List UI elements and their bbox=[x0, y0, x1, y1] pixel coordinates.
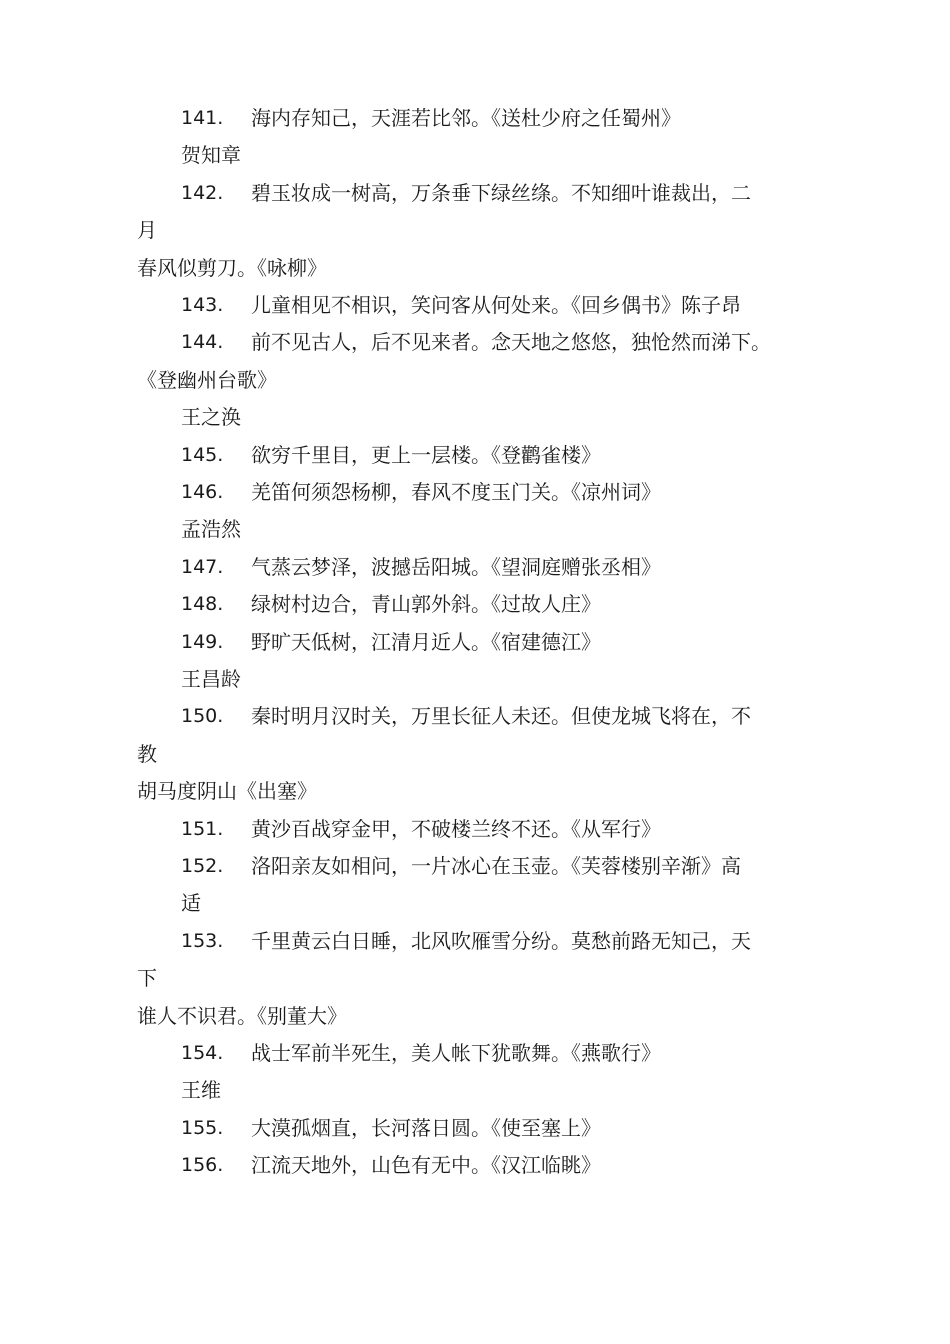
entry-text: 绿树村边合，青山郭外斜。《过故人庄》 bbox=[251, 592, 601, 617]
author-name: 适 bbox=[181, 891, 201, 916]
entry-text: 海内存知己，天涯若比邻。《送杜少府之任蜀州》 bbox=[251, 106, 681, 130]
continuation-text: 教 bbox=[137, 741, 157, 766]
entry-number: 151. bbox=[181, 817, 224, 840]
author-name: 王之涣 bbox=[181, 405, 241, 430]
entry-number: 154. bbox=[181, 1042, 224, 1064]
entry-text: 战士军前半死生，美人帐下犹歌舞。《燕歌行》 bbox=[251, 1041, 661, 1065]
entry-number: 152. bbox=[181, 855, 224, 877]
entry-number: 147. bbox=[181, 555, 224, 578]
author-name: 贺知章 bbox=[181, 143, 241, 168]
continuation-text: 《登幽州台歌》 bbox=[137, 367, 277, 392]
continuation-text: 春风似剪刀。《咏柳》 bbox=[137, 255, 327, 280]
entry-number: 156. bbox=[181, 1154, 224, 1177]
entry-text: 大漠孤烟直，长河落日圆。《使至塞上》 bbox=[251, 1115, 601, 1140]
entry-text: 秦时明月汉时关，万里长征人未还。但使龙城飞将在，不 bbox=[251, 704, 751, 729]
entry-number: 148. bbox=[181, 593, 224, 616]
author-name: 王昌龄 bbox=[181, 667, 241, 691]
entry-text: 欲穷千里目，更上一层楼。《登鹳雀楼》 bbox=[251, 442, 601, 467]
entry-number: 143. bbox=[181, 294, 224, 316]
continuation-text: 胡马度阴山《出塞》 bbox=[137, 779, 317, 804]
entry-text: 野旷天低树，江清月近人。《宿建德江》 bbox=[251, 629, 601, 654]
author-name: 孟浩然 bbox=[181, 517, 241, 542]
entry-text: 黄沙百战穿金甲，不破楼兰终不还。《从军行》 bbox=[251, 816, 661, 841]
continuation-text: 月 bbox=[137, 218, 157, 243]
entry-number: 150. bbox=[181, 705, 224, 728]
entry-number: 155. bbox=[181, 1116, 224, 1139]
entry-text: 碧玉妆成一树高，万条垂下绿丝绦。不知细叶谁裁出，二 bbox=[251, 180, 751, 205]
entry-number: 141. bbox=[181, 107, 224, 129]
entry-number: 145. bbox=[181, 443, 224, 466]
continuation-text: 谁人不识君。《别董大》 bbox=[137, 1003, 347, 1028]
entry-text: 气蒸云梦泽，波撼岳阳城。《望洞庭赠张丞相》 bbox=[251, 554, 661, 579]
entry-text: 儿童相见不相识，笑问客从何处来。《回乡偶书》陈子昂 bbox=[251, 293, 741, 317]
entry-text: 洛阳亲友如相问，一片冰心在玉壶。《芙蓉楼别辛渐》高 bbox=[251, 854, 741, 878]
continuation-text: 下 bbox=[137, 966, 157, 991]
entry-number: 153. bbox=[181, 929, 224, 952]
entry-text: 前不见古人，后不见来者。念天地之悠悠，独怆然而涕下。 bbox=[251, 330, 771, 355]
author-name: 王维 bbox=[181, 1078, 221, 1103]
entry-text: 千里黄云白日睡，北风吹雁雪分纷。莫愁前路无知己，天 bbox=[251, 928, 751, 953]
entry-number: 146. bbox=[181, 481, 224, 503]
entry-text: 羌笛何须怨杨柳，春风不度玉门关。《凉州词》 bbox=[251, 480, 661, 504]
entry-number: 144. bbox=[181, 331, 224, 354]
entry-number: 149. bbox=[181, 630, 224, 653]
entry-text: 江流天地外，山色有无中。《汉江临眺》 bbox=[251, 1153, 601, 1178]
entry-number: 142. bbox=[181, 181, 224, 204]
